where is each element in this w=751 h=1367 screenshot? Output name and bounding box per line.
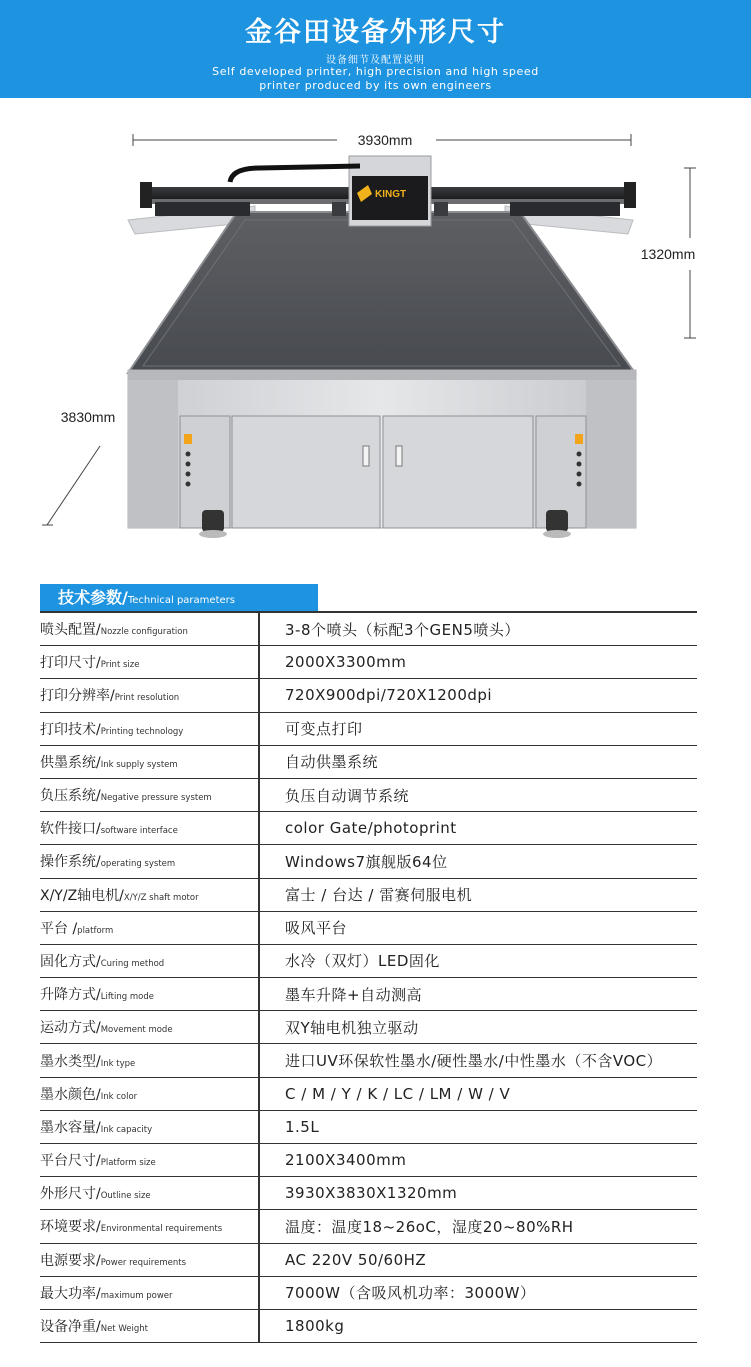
spec-label-cn: 固化方式/ bbox=[40, 953, 101, 970]
spec-label bbox=[40, 1117, 270, 1137]
spec-divider bbox=[258, 1244, 260, 1276]
spec-divider bbox=[258, 679, 260, 711]
spec-label-en: Curing method bbox=[100, 958, 165, 969]
spec-row bbox=[40, 1310, 697, 1343]
spec-label bbox=[40, 752, 270, 772]
spec-divider bbox=[258, 879, 260, 911]
subtitle-en-line-1: Self developed printer, high precision and high speed bbox=[212, 65, 539, 78]
spec-label-en: platform bbox=[77, 925, 114, 936]
spec-value: 2100X3400mm bbox=[285, 1151, 407, 1170]
spec-label-en: Print size bbox=[100, 660, 140, 671]
page-title: 金谷田设备外形尺寸 bbox=[245, 17, 506, 48]
spec-row bbox=[40, 1244, 697, 1277]
spec-value: 自动供墨系统 bbox=[285, 753, 379, 772]
brand-logo: KINGT bbox=[375, 189, 407, 200]
printer-illustration bbox=[0, 98, 751, 568]
spec-label-cn: 设备净重/ bbox=[40, 1319, 101, 1336]
spec-label-cn: 平台 / bbox=[40, 920, 78, 937]
spec-label-en: Print resolution bbox=[114, 693, 180, 704]
depth-dimension bbox=[42, 409, 115, 525]
spec-row bbox=[40, 912, 697, 945]
spec-label-cn: 升降方式/ bbox=[40, 987, 101, 1004]
spec-label-cn: 软件接口/ bbox=[40, 821, 101, 838]
spec-label-en: Ink type bbox=[100, 1058, 136, 1069]
subtitle-en-line-2: printer produced by its own engineers bbox=[259, 79, 492, 92]
spec-value: 3-8个喷头（标配3个GEN5喷头） bbox=[285, 620, 520, 639]
spec-label-en: X/Y/Z shaft motor bbox=[123, 892, 199, 903]
spec-label-cn: 墨水容量/ bbox=[40, 1119, 101, 1136]
spec-row bbox=[40, 713, 697, 746]
spec-divider bbox=[258, 1011, 260, 1043]
spec-value: color Gate/photoprint bbox=[285, 819, 457, 838]
spec-label bbox=[40, 1183, 270, 1203]
spec-divider bbox=[258, 812, 260, 844]
spec-label-cn: 负压系统/ bbox=[40, 788, 101, 805]
subtitle-en bbox=[0, 65, 751, 93]
spec-label-en: Net Weight bbox=[100, 1324, 148, 1335]
spec-label-cn: 环境要求/ bbox=[40, 1219, 101, 1236]
spec-divider bbox=[258, 1210, 260, 1242]
spec-value: C / M / Y / K / LC / LM / W / V bbox=[285, 1084, 511, 1103]
spec-row bbox=[40, 1011, 697, 1044]
spec-label bbox=[40, 619, 270, 639]
spec-value: 7000W（含吸风机功率：3000W） bbox=[285, 1284, 536, 1303]
spec-divider bbox=[258, 912, 260, 944]
spec-label-cn: 平台尺寸/ bbox=[40, 1153, 101, 1170]
spec-divider bbox=[258, 779, 260, 811]
spec-row bbox=[40, 1210, 697, 1243]
header-banner bbox=[0, 0, 751, 98]
spec-row bbox=[40, 945, 697, 978]
spec-value: 墨车升降+自动测高 bbox=[285, 985, 423, 1004]
spec-label-cn: 操作系统/ bbox=[40, 854, 101, 871]
spec-value: 吸风平台 bbox=[285, 919, 348, 938]
spec-label bbox=[40, 818, 270, 838]
spec-divider bbox=[258, 845, 260, 877]
spec-value: 富士 / 台达 / 雷赛伺服电机 bbox=[285, 886, 473, 905]
spec-label bbox=[40, 1017, 270, 1037]
spec-divider bbox=[258, 945, 260, 977]
spec-value: 水冷（双灯）LED固化 bbox=[285, 952, 440, 971]
spec-row bbox=[40, 779, 697, 812]
spec-label bbox=[40, 885, 270, 905]
spec-value: 2000X3300mm bbox=[285, 653, 407, 672]
spec-value: 负压自动调节系统 bbox=[285, 786, 410, 805]
spec-label-en: Ink supply system bbox=[100, 759, 178, 770]
spec-label-en: operating system bbox=[100, 859, 176, 870]
spec-divider bbox=[258, 746, 260, 778]
spec-divider bbox=[258, 1111, 260, 1143]
spec-label bbox=[40, 1316, 270, 1336]
spec-label-cn: 喷头配置/ bbox=[40, 622, 101, 639]
spec-value: Windows7旗舰版64位 bbox=[285, 852, 448, 871]
spec-heading bbox=[40, 584, 318, 612]
spec-label bbox=[40, 1150, 270, 1170]
spec-value: 进口UV环保软性墨水/硬性墨水/中性墨水（不含VOC） bbox=[285, 1052, 663, 1071]
spec-label-en: maximum power bbox=[100, 1290, 173, 1301]
spec-value: 1800kg bbox=[285, 1317, 345, 1336]
spec-label-en: Outline size bbox=[100, 1191, 151, 1202]
spec-label-en: Power requirements bbox=[100, 1257, 186, 1268]
spec-row bbox=[40, 746, 697, 779]
width-label: 3930mm bbox=[357, 132, 413, 148]
spec-label-cn: 打印技术/ bbox=[40, 721, 101, 738]
spec-value: 1.5L bbox=[285, 1117, 320, 1136]
spec-label bbox=[40, 951, 270, 971]
spec-table bbox=[40, 613, 697, 1343]
spec-value: 温度：温度18~26oC，湿度20~80%RH bbox=[285, 1217, 574, 1236]
spec-row bbox=[40, 1078, 697, 1111]
spec-label-en: Platform size bbox=[100, 1158, 156, 1169]
spec-label bbox=[40, 1283, 270, 1303]
spec-row bbox=[40, 879, 697, 912]
spec-label bbox=[40, 1216, 270, 1236]
spec-value: 720X900dpi/720X1200dpi bbox=[285, 686, 493, 705]
spec-label bbox=[40, 1051, 270, 1071]
spec-label-cn: 外形尺寸/ bbox=[40, 1186, 101, 1203]
spec-divider bbox=[258, 978, 260, 1010]
spec-label-cn: 电源要求/ bbox=[40, 1252, 101, 1269]
spec-label-en: Nozzle configuration bbox=[100, 627, 188, 638]
spec-divider bbox=[258, 1177, 260, 1209]
spec-row bbox=[40, 613, 697, 646]
spec-value: 可变点打印 bbox=[285, 720, 363, 739]
width-dimension bbox=[133, 132, 631, 148]
subtitle-cn: 设备细节及配置说明 bbox=[326, 55, 425, 66]
spec-label-cn: 最大功率/ bbox=[40, 1285, 101, 1302]
spec-heading-cn: 技术参数/ bbox=[58, 588, 128, 607]
spec-row bbox=[40, 1111, 697, 1144]
spec-label bbox=[40, 719, 270, 739]
spec-divider bbox=[258, 613, 260, 645]
spec-label bbox=[40, 1084, 270, 1104]
spec-label-cn: 运动方式/ bbox=[40, 1020, 101, 1037]
spec-label bbox=[40, 918, 270, 938]
spec-value: 双Y轴电机独立驱动 bbox=[285, 1018, 419, 1037]
spec-row bbox=[40, 978, 697, 1011]
spec-label-cn: 打印尺寸/ bbox=[40, 655, 101, 672]
spec-row bbox=[40, 1177, 697, 1210]
spec-row bbox=[40, 1044, 697, 1077]
height-dimension bbox=[641, 168, 696, 338]
spec-row bbox=[40, 1277, 697, 1310]
spec-label-en: Printing technology bbox=[100, 726, 184, 737]
spec-label-en: Lifting mode bbox=[100, 992, 154, 1003]
spec-label bbox=[40, 652, 270, 672]
spec-row bbox=[40, 646, 697, 679]
spec-label bbox=[40, 785, 270, 805]
spec-label-cn: 墨水颜色/ bbox=[40, 1086, 101, 1103]
height-label: 1320mm bbox=[640, 246, 696, 262]
spec-label bbox=[40, 984, 270, 1004]
spec-label-en: Environmental requirements bbox=[100, 1224, 223, 1235]
spec-value: AC 220V 50/60HZ bbox=[285, 1250, 427, 1269]
spec-label bbox=[40, 851, 270, 871]
spec-label-en: Negative pressure system bbox=[100, 793, 212, 804]
spec-divider bbox=[258, 1144, 260, 1176]
spec-row bbox=[40, 845, 697, 878]
spec-divider bbox=[258, 713, 260, 745]
spec-label-en: Movement mode bbox=[100, 1025, 173, 1036]
spec-divider bbox=[258, 1310, 260, 1342]
spec-label bbox=[40, 1250, 270, 1270]
depth-label: 3830mm bbox=[60, 409, 116, 425]
spec-divider bbox=[258, 1044, 260, 1076]
spec-label-en: Ink capacity bbox=[100, 1124, 153, 1135]
spec-label-en: software interface bbox=[100, 826, 178, 837]
spec-label-cn: 供墨系统/ bbox=[40, 754, 101, 771]
spec-divider bbox=[258, 1277, 260, 1309]
spec-label bbox=[40, 685, 270, 705]
spec-label-cn: 打印分辨率/ bbox=[40, 688, 115, 705]
spec-row bbox=[40, 812, 697, 845]
spec-row bbox=[40, 679, 697, 712]
spec-heading-en: Technical parameters bbox=[127, 595, 235, 606]
spec-divider bbox=[258, 646, 260, 678]
spec-label-cn: X/Y/Z轴电机/ bbox=[40, 887, 124, 904]
spec-label-cn: 墨水类型/ bbox=[40, 1053, 101, 1070]
spec-row bbox=[40, 1144, 697, 1177]
spec-label-en: Ink color bbox=[100, 1091, 138, 1102]
spec-value: 3930X3830X1320mm bbox=[285, 1184, 458, 1203]
spec-divider bbox=[258, 1078, 260, 1110]
